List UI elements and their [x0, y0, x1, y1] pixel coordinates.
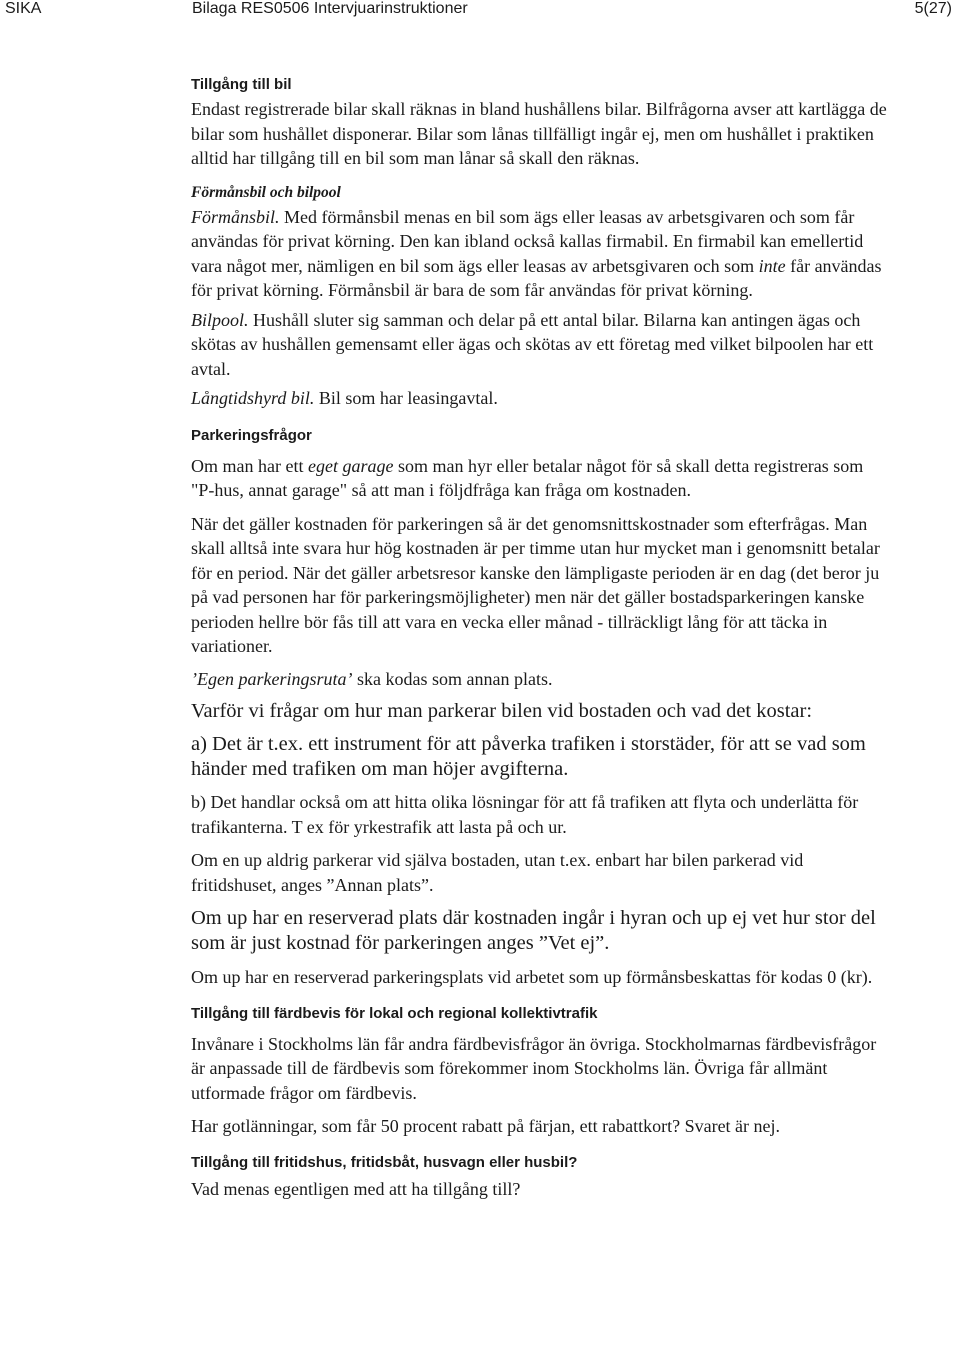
paragraph-reason-b: b) Det handlar också om att hitta olika lösningar för att få trafiken att flyta och underlätta för trafikanterna. T ex för yrkestrafik att lasta på och ur.: [191, 792, 859, 837]
paragraph-benefit-car: [191, 205, 891, 303]
header-doc-title: Bilaga RES0506 Intervjuarinstruktioner: [192, 0, 468, 17]
paragraph-reason-a: a) Det är t.ex. ett instrument för att påverka trafiken i storstäder, för att se vad som händer med trafiken om man höjer avgifterna.: [191, 733, 866, 780]
paragraph-own-spot: [191, 667, 891, 692]
paragraph-benefit-taxed: Om up har en reserverad parkeringsplats vid arbetet som up förmånsbeskattas för kodas 0 (kr).: [191, 967, 873, 987]
emphasis-own-spot: ’Egen parkeringsruta’: [191, 668, 353, 689]
paragraph-long-term-rental: [191, 386, 891, 411]
section-heading-car-access: Tillgång till bil: [191, 76, 292, 93]
paragraph-leisure-access: Vad menas egentligen med att ha tillgång till?: [191, 1178, 521, 1199]
term-benefit-car: Förmånsbil.: [191, 206, 280, 227]
paragraph-transit-stockholm: Invånare i Stockholms län får andra färdbevisfrågor än övriga. Stockholmarnas färdbevisfrågor är anpassade till de färdbevis som förekommer inom Stockholms län. Övriga får allmänt utformade frågor om färdbevis.: [191, 1033, 877, 1103]
section-heading-transit-ticket: Tillgång till färdbevis för lokal och regional kollektivtrafik: [191, 1004, 598, 1022]
paragraph-gotland: Har gotlänningar, som får 50 procent rabatt på färjan, ett rabattkort? Svaret är nej.: [191, 1116, 781, 1136]
paragraph-text: Hushåll sluter sig samman och delar på ett antal bilar. Bilarna kan antingen ägas och skötas av hushållen gemensamt eller ägas och skötas av ett företag med vilket bilpoolen har ett avtal.: [191, 309, 874, 379]
page-header: [0, 0, 960, 26]
term-long-term-rental: Långtidshyrd bil.: [191, 388, 315, 408]
section-heading-parking: Parkeringsfrågor: [191, 426, 312, 444]
section-heading-benefit-car: Förmånsbil och bilpool: [191, 183, 341, 201]
document-body: [191, 76, 891, 1201]
emphasis-own-garage: eget garage: [307, 455, 394, 476]
paragraph-why-question: Varför vi frågar om hur man parkerar bilen vid bostaden och vad det kostar:: [191, 700, 813, 722]
paragraph-dont-know: Om up har en reserverad plats där kostnaden ingår i hyran och up ej vet hur stor del som är just kostnad för parkeringen anges ”Vet ej”.: [191, 907, 876, 954]
term-car-pool: Bilpool.: [191, 309, 249, 330]
paragraph-text: ska kodas som annan plats.: [352, 668, 553, 689]
paragraph-own-garage: [191, 454, 891, 503]
paragraph-text: får användas för privat körning. Förmånsbil är bara de som får användas för privat körning.: [191, 255, 882, 300]
paragraph-text: Bil som har leasingavtal.: [314, 388, 498, 408]
paragraph-parking-cost: När det gäller kostnaden för parkeringen så är det genomsnittskostnader som efterfrågas. Man skall alltså inte svara hur hög kostnaden är per timme utan hur mycket man i genomsnitt betalar för en period. När det gäller arbetsresor kanske den lämpligaste perioden är en dag (det beror ju på vad personen har för parkeringsmöjligheter) men när det gäller bostadsparkeringen kanske perioden hellre bör fås till att vara en vecka eller månad - tillräckligt lång för att täcka in variationer.: [191, 513, 880, 656]
header-page-number: 5(27): [914, 0, 952, 17]
paragraph-text: Med förmånsbil menas en bil som ägs eller leasas av arbetsgivaren och som får användas för privat körning. Den kan ibland också kallas firmabil. En firmabil kan emellertid vara något mer, nämligen en bil som ägs eller leasas av arbetsgivaren och som: [191, 206, 864, 276]
emphasis-inte: inte: [758, 255, 786, 276]
paragraph-other-place: Om en up aldrig parkerar vid själva bostaden, utan t.ex. enbart har bilen parkerad vid fritidshuset, anges ”Annan plats”.: [191, 850, 804, 895]
paragraph-text: som man hyr eller betalar något för så skall detta registreras som "P-hus, annat garage" så att man i följdfråga kan fråga om kostnaden.: [191, 455, 864, 500]
section-heading-leisure-access: Tillgång till fritidshus, fritidsbåt, husvagn eller husbil?: [191, 1153, 578, 1171]
paragraph-car-pool: [191, 308, 891, 382]
paragraph-car-access: Endast registrerade bilar skall räknas in bland hushållens bilar. Bilfrågorna avser att kartlägga de bilar som hushållet disponerar. Bilar som lånas tillfälligt ingår ej, men om hushållet i praktiken alltid har tillgång till en bil som man lånar så skall den räknas.: [191, 99, 887, 168]
header-org: SIKA: [5, 0, 42, 17]
paragraph-text: Om man har ett: [191, 455, 308, 476]
